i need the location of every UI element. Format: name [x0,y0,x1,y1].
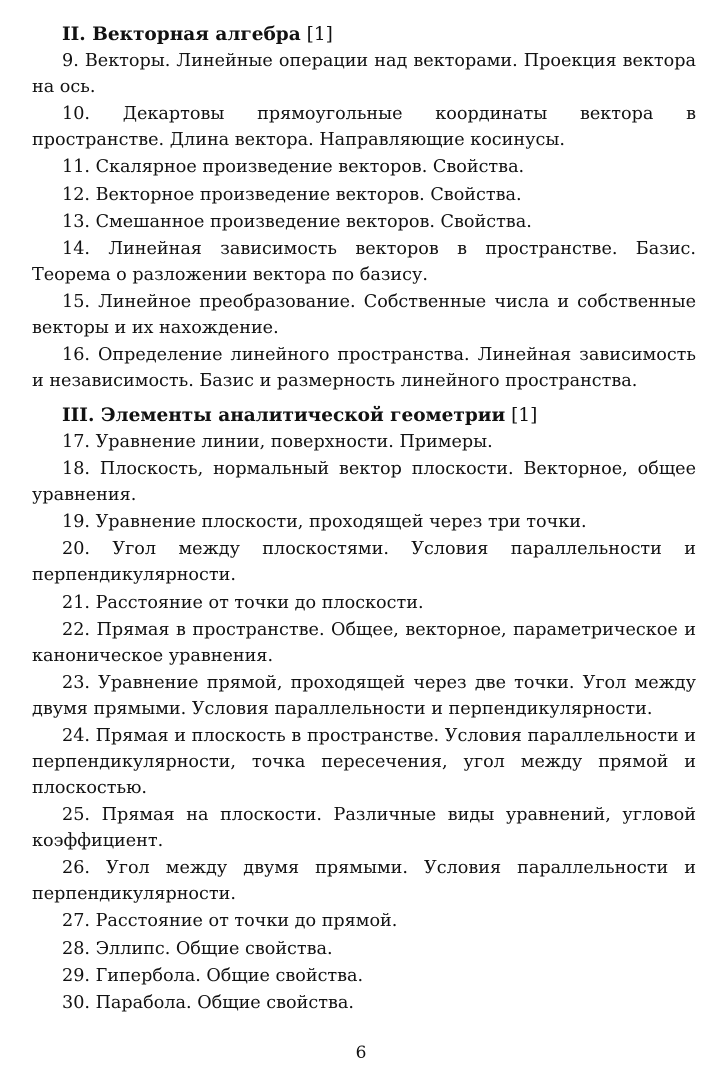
topic-item: 29. Гипербола. Общие свойства. [62,965,364,986]
topic-item: 9. Векторы. Линейные операции над векторами. Проекция вектора на ось. [32,51,696,97]
topic-item: 12. Векторное произведение векторов. Свойства. [62,184,522,205]
topic-item: 30. Парабола. Общие свойства. [62,992,354,1013]
section-title: II. Векторная алгебра [62,24,301,45]
topic-item: 22. Прямая в пространстве. Общее, векторное, параметрическое и каноническое уравнения. [32,619,696,666]
section-heading [62,22,696,48]
section-reference: [1] [306,24,333,45]
topic-item: 17. Уравнение линии, поверхности. Примеры. [62,432,493,452]
topic-item: 18. Плоскость, нормальный вектор плоскости. Векторное, общее уравнения. [32,459,696,506]
topic-item: 14. Линейная зависимость векторов в пространстве. Базис. Теорема о разложении вектора по базису. [32,238,696,285]
topic-item: 24. Прямая и плоскость в пространстве. Условия параллельности и перпендикулярности, точка пересечения, угол между прямой и плоскостью. [32,725,696,798]
topic-item: 28. Эллипс. Общие свойства. [62,938,333,959]
topic-item: 11. Скалярное произведение векторов. Свойства. [62,157,525,178]
topic-item: 26. Угол между двумя прямыми. Условия параллельности и перпендикулярности. [32,858,696,905]
topic-item: 21. Расстояние от точки до плоскости. [62,592,424,613]
topic-item: 25. Прямая на плоскости. Различные виды уравнений, угловой коэффициент. [32,805,696,852]
topic-item: 15. Линейное преобразование. Собственные числа и собственные векторы и их нахождение. [32,292,696,339]
section-title: III. Элементы аналитической геометрии [62,405,506,426]
topic-item: 10. Декартовы прямоугольные координаты вектора в пространстве. Длина вектора. Направляющие косинусы. [32,104,696,151]
section-heading [62,403,696,429]
topic-item: 13. Смешанное произведение векторов. Свойства. [62,211,532,232]
page-number: 6 [355,1043,367,1063]
topic-item: 27. Расстояние от точки до прямой. [62,911,398,932]
topic-list [32,429,696,1016]
section-reference: [1] [511,405,538,426]
topic-item: 23. Уравнение прямой, проходящей через две точки. Угол между двумя прямыми. Условия параллельности и перпендикулярности. [32,672,696,719]
topic-item: 16. Определение линейного пространства. Линейная зависимость и независимость. Базис и размерность линейного пространства. [32,345,696,392]
section-vector-algebra [32,22,696,396]
topic-list [32,48,696,394]
topic-item: 19. Уравнение плоскости, проходящей через три точки. [62,512,587,533]
section-analytic-geometry [32,403,696,1017]
topic-item: 20. Угол между плоскостями. Условия параллельности и перпендикулярности. [32,539,696,586]
